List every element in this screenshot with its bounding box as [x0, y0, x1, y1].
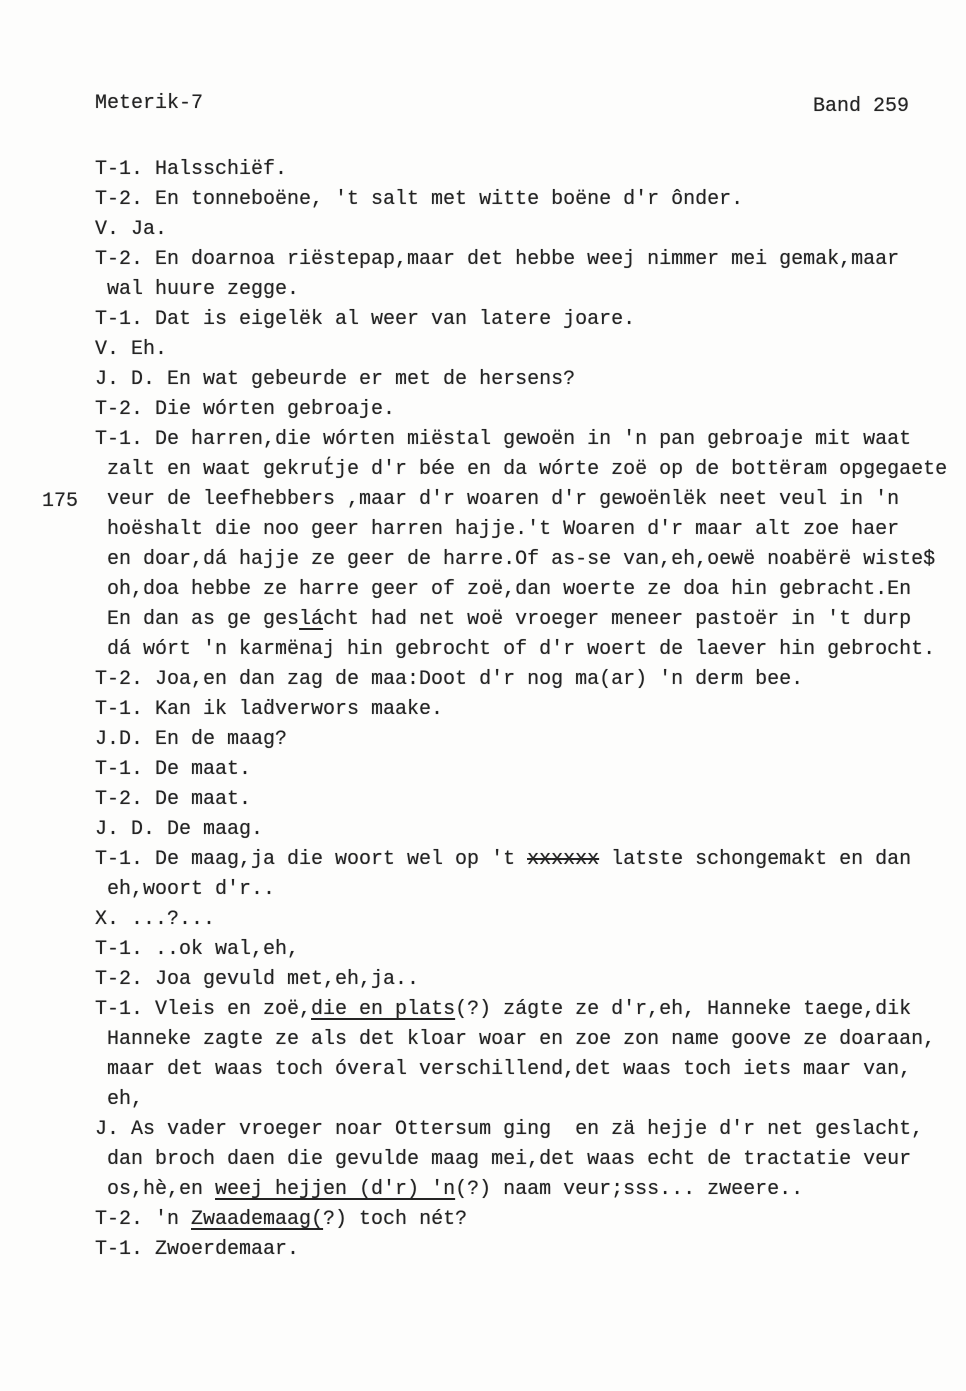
transcript-line: [0, 335, 966, 365]
text-segment: T-1. De harren,die wórten miëstal gewoën in 'n pan gebroaje mit waat: [95, 428, 912, 451]
transcript-line: [0, 635, 966, 665]
text-segment: (?) zágte ze d'r,eh, Hanneke taege,dik: [455, 998, 912, 1021]
text-segment: os,hè,en: [107, 1178, 216, 1201]
transcript-line: [0, 875, 966, 905]
transcript-line: [0, 665, 966, 695]
text-segment: (?) naam veur;sss... zweere..: [455, 1178, 804, 1201]
transcript-line: [0, 1085, 966, 1115]
document-title: Meterik-7: [95, 92, 204, 115]
text-segment: dan broch daen die gevulde maag mei,det waas echt de tractatie veur: [107, 1148, 912, 1171]
text-segment: T-2. En tonneboëne, 't salt met witte boëne d'r ônder.: [95, 188, 744, 211]
transcript-line: [0, 1235, 966, 1265]
transcript-line: [0, 965, 966, 995]
band-number: Band 259: [813, 95, 910, 118]
text-segment: X. ...?...: [95, 908, 216, 931]
transcript-line: [0, 1175, 966, 1205]
transcript-line: [0, 995, 966, 1025]
text-segment: T-2. Joa gevuld met,eh,ja..: [95, 968, 420, 991]
text-segment: eh,: [107, 1088, 144, 1111]
transcript-line: [0, 155, 966, 185]
underlined-text: weej hejjen (d'r) 'n: [215, 1178, 456, 1201]
transcript-line: [0, 365, 966, 395]
text-segment: T-1. Zwoerdemaar.: [95, 1238, 300, 1261]
underlined-text: die en plats: [311, 998, 456, 1021]
text-segment: T-1. ..ok wal,eh,: [95, 938, 300, 961]
transcript-line: [0, 1025, 966, 1055]
transcript-line: [0, 275, 966, 305]
transcript-line: [0, 575, 966, 605]
text-segment: T-2. Die wórten gebroaje.: [95, 398, 396, 421]
transcript-line: [0, 605, 966, 635]
transcript-line: [0, 545, 966, 575]
text-segment: J. D. En wat gebeurde er met de hersens?: [95, 368, 576, 391]
text-segment: T-1. De maat.: [95, 758, 252, 781]
text-segment: ?) toch nét?: [323, 1208, 468, 1231]
text-segment: cht had net woë vroeger meneer pastoër in 't durp: [323, 608, 912, 631]
text-segment: T-1. Kan ik laḋverwors maake.: [95, 698, 444, 721]
text-segment: maar det waas toch óveral verschillend,det waas toch iets maar van,: [107, 1058, 912, 1081]
underlined-text: lá: [299, 608, 324, 631]
transcript-line: [0, 395, 966, 425]
text-segment: V. Ja.: [95, 218, 168, 241]
text-segment: V. Eh.: [95, 338, 168, 361]
text-segment: hoëshalt die noo geer harren hajje.'t Woaren d'r maar alt zoe haer: [107, 518, 900, 541]
text-segment: eh,woort d'r..: [107, 878, 276, 901]
transcript-line: [0, 215, 966, 245]
transcript-line: [0, 785, 966, 815]
text-segment: veur de leefhebbers ,maar d'r woaren d'r gewoënlëk neet veul in 'n: [107, 488, 900, 511]
text-segment: T-1. Dat is eigelëk al weer van latere joare.: [95, 308, 636, 331]
text-segment: T-2. 'n: [95, 1208, 192, 1231]
transcript-line: [0, 905, 966, 935]
transcript-line: [0, 305, 966, 335]
text-segment: zalt en waat gekrut́je d'r bée en da wórte zoë op de bottëram opgegaete: [107, 458, 948, 481]
transcript-line: [0, 755, 966, 785]
text-segment: oh,doa hebbe ze harre geer of zoë,dan woerte ze doa hin gebracht.En: [107, 578, 912, 601]
transcript-line: [0, 845, 966, 875]
text-segment: J.D. En de maag?: [95, 728, 288, 751]
text-segment: dá wórt 'n karmënaj hin gebrocht of d'r woert de laever hin gebrocht.: [107, 638, 936, 661]
text-segment: T-1. Halsschiëf.: [95, 158, 288, 181]
transcript-line: [0, 1205, 966, 1235]
transcript-line: [0, 695, 966, 725]
text-segment: T-1. Vleis en zoë,: [95, 998, 312, 1021]
transcript-line: [0, 725, 966, 755]
text-segment: T-1. De maag,ja die woort wel op 't: [95, 848, 528, 871]
transcript-line: [0, 185, 966, 215]
transcript-line: [0, 1055, 966, 1085]
underlined-text: Zwaademaag(: [191, 1208, 324, 1231]
struck-out-text: xxxxxx: [527, 848, 600, 871]
transcript-line: [0, 245, 966, 275]
transcript-line: [0, 515, 966, 545]
text-segment: T-2. De maat.: [95, 788, 252, 811]
transcript-line: [0, 485, 966, 515]
text-segment: latste schongemakt en dan: [599, 848, 912, 871]
text-segment: en doar,dá hajje ze geer de harre.Of as-se van,eh,oewë noabërë wiste$: [107, 548, 936, 571]
text-segment: Hanneke zagte ze als det kloar woar en zoe zon name goove ze doaraan,: [107, 1028, 936, 1051]
transcript-line: [0, 455, 966, 485]
transcript-line: [0, 1145, 966, 1175]
text-segment: J. As vader vroeger noar Ottersum ging en zä hejje d'r net geslacht,: [95, 1118, 924, 1141]
margin-line-number: 175: [42, 490, 79, 513]
text-segment: wal huure zegge.: [107, 278, 300, 301]
text-segment: En dan as ge ges: [107, 608, 300, 631]
transcript-line: [0, 935, 966, 965]
transcript: [0, 155, 966, 1265]
transcript-line: [0, 425, 966, 455]
text-segment: J. D. De maag.: [95, 818, 264, 841]
transcript-line: [0, 1115, 966, 1145]
transcript-line: [0, 815, 966, 845]
text-segment: T-2. En doarnoa riëstepap,maar det hebbe weej nimmer mei gemak,maar: [95, 248, 900, 271]
text-segment: T-2. Joa,en dan zag de maa:Doot d'r nog ma(ar) 'n derm bee.: [95, 668, 804, 691]
